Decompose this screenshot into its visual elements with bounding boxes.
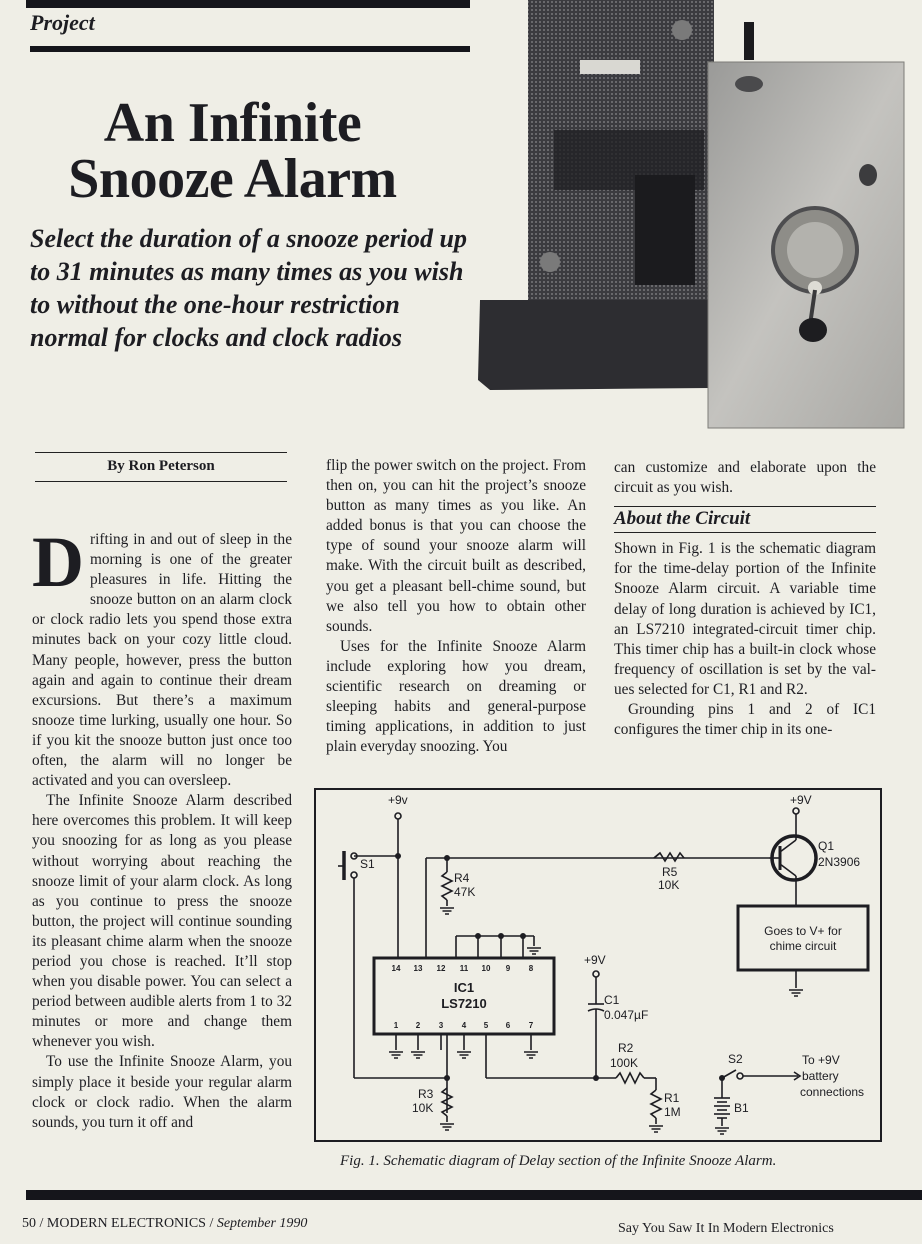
label-c1-value: 0.047µF bbox=[604, 1008, 649, 1022]
label-r1-value: 1M bbox=[664, 1105, 681, 1119]
paragraph: To use the Infinite Snooze Alarm, you simply place it beside your regular alarm clock or clock radio. When the alarm sounds, you turn it off and bbox=[32, 1053, 292, 1131]
folio bbox=[22, 1216, 307, 1232]
issue-date: September 1990 bbox=[216, 1216, 308, 1231]
paragraph: rifting in and out of sleep in the morning is one of the greater pleasures in life. Hitting the snooze button on an alarm clock or clock radio lets you spend those extra minutes back on your cozy little cloud. Many people, however, press the button again and again to continue their dream excursions. But there’s a maximum snooze time lurking, usually one hour. So if you kit the snooze button just once too often, the alarm will no longer be activated and you can oversleep. bbox=[32, 531, 292, 790]
label-r1: R1 bbox=[664, 1091, 680, 1105]
label-s1: S1 bbox=[360, 857, 375, 871]
label-r5-value: 10K bbox=[658, 878, 680, 892]
paragraph: Uses for the Infinite Snooze Alarm include exploring how you dream, scientific research on dreaming or sleeping habits and general-purpose timing applications, in addition to just plain everyday snoozing. You bbox=[326, 637, 586, 756]
ic-bottom-pins bbox=[394, 1021, 534, 1030]
label-9v-c1: +9V bbox=[584, 953, 606, 967]
column-3 bbox=[614, 458, 876, 740]
label-r2: R2 bbox=[618, 1041, 634, 1055]
figure-caption: Fig. 1. Schematic diagram of Delay section of the Infinite Snooze Alarm. bbox=[340, 1153, 777, 1169]
pin-label: 13 bbox=[413, 964, 423, 973]
footer-rule bbox=[26, 1190, 922, 1200]
label-q1-part: 2N3906 bbox=[818, 855, 861, 869]
article-deck: Select the duration of a snooze period up to 31 minutes as many times as you wish to without the one-hour restriction normal for clocks and clock radios bbox=[30, 224, 467, 352]
label-r4-value: 47K bbox=[454, 885, 476, 899]
pin-label: 8 bbox=[528, 964, 534, 973]
paragraph: flip the power switch on the project. From then on, you can hit the project’s snooze button as many times as you like. An added bonus is that you can choose the type of sound your snooze alarm will make. With the circuit built as described, you get a pleasant bell-chime sound, but we also tell you how to obtain other sounds. bbox=[326, 457, 586, 635]
ic-top-pins bbox=[392, 964, 534, 973]
pin-label: 2 bbox=[415, 1021, 421, 1030]
column-2 bbox=[326, 456, 586, 757]
label-ic1-part: LS7210 bbox=[441, 996, 487, 1011]
pin-label: 5 bbox=[483, 1021, 489, 1030]
label-to-9v: To +9V bbox=[802, 1053, 840, 1067]
footer-tagline: Say You Saw It In Modern Electronics bbox=[618, 1221, 834, 1236]
schematic-figure bbox=[314, 788, 882, 1142]
paragraph: The Infinite Snooze Alarm described here overcomes this problem. It will keep you snoozing for as long as you please without worrying about reaching the snooze limit of your alarm clock. As long as you continue to press the snooze button, the project will continue sounding its pleasant chime alarm when the snooze period you chose is reached. It’ll stop when you disable power. You can select a period between audible alerts from 1 to 32 minutes or more and change them whenever you wish. bbox=[32, 792, 292, 1051]
title-line-2: Snooze Alarm bbox=[68, 148, 397, 210]
label-ic1: IC1 bbox=[453, 980, 475, 995]
label-s2: S2 bbox=[728, 1052, 743, 1066]
section-label: Project bbox=[30, 10, 95, 35]
pin-label: 7 bbox=[528, 1021, 534, 1030]
label-r3: R3 bbox=[418, 1087, 434, 1101]
title-line-1: An Infinite bbox=[103, 92, 362, 154]
paragraph: Grounding pins 1 and 2 of IC1 configures the timer chip in its one- bbox=[614, 701, 876, 739]
article-title bbox=[0, 92, 465, 210]
pin-label: 3 bbox=[438, 1021, 444, 1030]
column-1 bbox=[32, 522, 292, 1133]
pin-label: 14 bbox=[391, 964, 401, 973]
paragraph: Shown in Fig. 1 is the schematic diagram for the time-delay portion of the Infinite Snooze Alarm circuit. A variable time delay of long duration is achieved by IC1, an LS7210 integrated-circuit timer chip. This timer chip has a built-in clock whose frequency of oscillation is set by the values selected for C1, R1 and R2. bbox=[614, 540, 876, 698]
pin-label: 12 bbox=[436, 964, 446, 973]
pin-label: 6 bbox=[505, 1021, 511, 1030]
label-r5: R5 bbox=[662, 865, 678, 879]
label-b1: B1 bbox=[734, 1101, 749, 1115]
label-r4: R4 bbox=[454, 871, 470, 885]
pin-label: 9 bbox=[505, 964, 511, 973]
folio-text: 50 / MODERN ELECTRONICS / bbox=[22, 1216, 217, 1231]
subhead-about-circuit: About the Circuit bbox=[614, 506, 876, 533]
pin-label: 10 bbox=[481, 964, 491, 973]
label-q1: Q1 bbox=[818, 839, 835, 853]
paragraph: can customize and elaborate upon the circuit as you wish. bbox=[614, 459, 876, 497]
label-r2-value: 100K bbox=[610, 1056, 639, 1070]
label-connections: connections bbox=[800, 1085, 865, 1099]
label-battery: battery bbox=[802, 1069, 839, 1083]
pin-label: 1 bbox=[393, 1021, 399, 1030]
label-9v-top-left: +9v bbox=[388, 793, 408, 807]
pin-label: 11 bbox=[459, 964, 469, 973]
product-photo bbox=[470, 0, 922, 430]
drop-cap: D bbox=[32, 522, 84, 602]
pin-label: 4 bbox=[461, 1021, 467, 1030]
byline: By Ron Peterson bbox=[35, 452, 287, 482]
label-9v-q1: +9V bbox=[790, 793, 812, 807]
label-r3-value: 10K bbox=[412, 1101, 434, 1115]
label-box-line1: Goes to V+ for bbox=[764, 924, 842, 938]
label-box-line2: chime circuit bbox=[769, 939, 837, 953]
label-c1: C1 bbox=[604, 993, 620, 1007]
